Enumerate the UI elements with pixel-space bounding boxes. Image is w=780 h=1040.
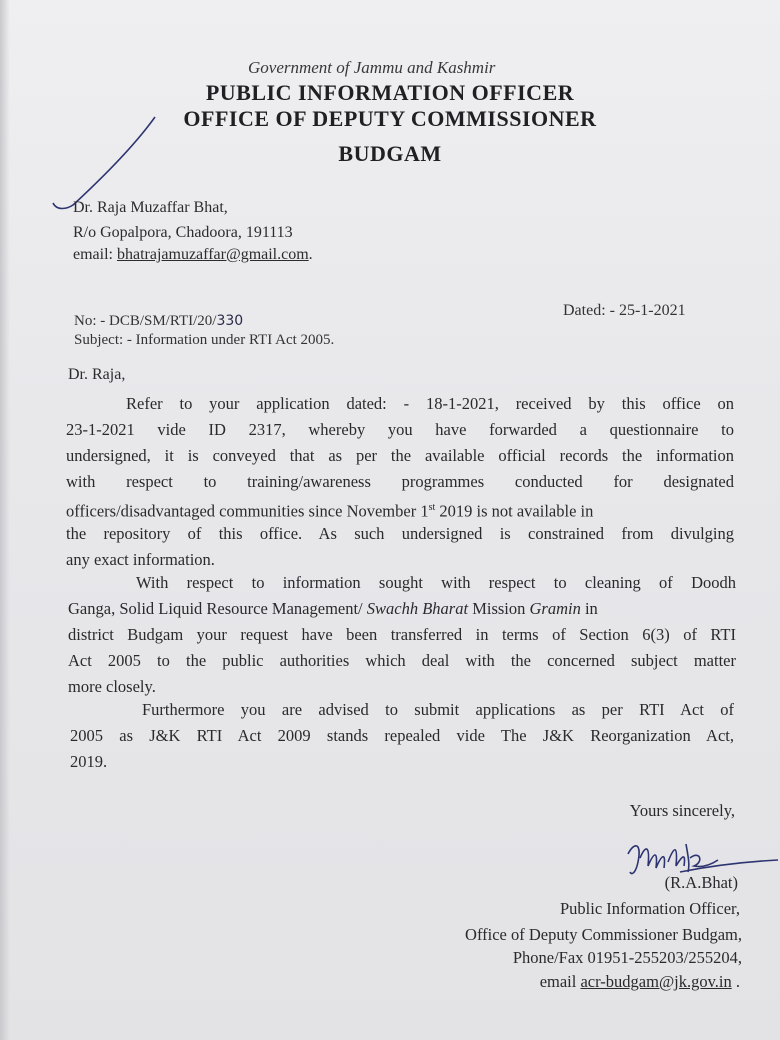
line-text: in	[580, 599, 598, 618]
line-text: 2019 is not available in	[435, 501, 594, 521]
signatory-designation: Public Information Officer,	[559, 899, 740, 918]
superscript: st	[428, 502, 436, 513]
italic-text: Gramin	[529, 599, 581, 618]
signatory-name: (R.A.Bhat)	[664, 873, 738, 892]
letter-date: Dated: - 25-1-2021	[563, 302, 686, 319]
government-title: Government of Jammu and Kashmir	[248, 58, 496, 77]
body-paragraph-3	[70, 697, 734, 775]
recipient-email-row	[73, 246, 313, 264]
paragraph-line: Act 2005 to the public authorities which deal with the concerned subject matter	[68, 651, 736, 670]
recipient-email-link[interactable]: bhatrajamuzaffar@gmail.com	[116, 246, 309, 263]
line-text: Ganga, Solid Liquid Resource Management/	[68, 599, 367, 618]
reference-number	[74, 313, 243, 330]
italic-text: Swachh Bharat	[366, 599, 469, 618]
paragraph-line: any exact information.	[66, 550, 215, 569]
paragraph-line: 2019.	[70, 752, 108, 771]
line-text: Mission	[468, 599, 530, 618]
line-text: officers/disadvantaged communities since November 1	[66, 501, 429, 521]
paragraph-line: Refer to your application dated: - 18-1-2021, received by this office on	[126, 394, 734, 413]
paragraph-line: With respect to information sought with respect to cleaning of Doodh	[136, 573, 736, 592]
body-paragraph-2	[68, 570, 736, 700]
paragraph-line: the repository of this office. As such undersigned is constrained from divulging	[66, 524, 734, 543]
closing: Yours sincerely,	[629, 801, 735, 820]
paragraph-line: more closely.	[68, 677, 156, 696]
paragraph-line	[68, 596, 736, 622]
recipient-address: R/o Gopalpora, Chadoora, 191113	[73, 224, 293, 241]
paragraph-line: Furthermore you are advised to submit applications as per RTI Act of	[142, 700, 734, 719]
paragraph-line	[66, 495, 734, 521]
paragraph-line: with respect to training/awareness programmes conducted for designated	[66, 472, 734, 491]
signatory-email-suffix: .	[731, 972, 740, 991]
reference-number-prefix: No: - DCB/SM/RTI/20/	[74, 313, 217, 329]
signatory-email-link[interactable]: acr-budgam@jk.gov.in	[580, 972, 732, 991]
reference-number-handwritten: 330	[216, 313, 244, 329]
recipient-name: Dr. Raja Muzaffar Bhat,	[73, 199, 228, 216]
paragraph-line: undersigned, it is conveyed that as per the available official records the information	[66, 446, 734, 465]
office-title-line2: OFFICE OF DEPUTY COMMISSIONER	[183, 106, 597, 131]
signatory-phone: Phone/Fax 01951-255203/255204,	[512, 948, 742, 967]
signatory-office: Office of Deputy Commissioner Budgam,	[465, 925, 742, 944]
signatory-email-row	[540, 972, 740, 992]
letter-subject: Subject: - Information under RTI Act 2005.	[74, 332, 335, 348]
paragraph-line: district Budgam your request have been transferred in terms of Section 6(3) of RTI	[68, 625, 736, 644]
office-title-line3: BUDGAM	[338, 141, 442, 166]
office-title-line1: PUBLIC INFORMATION OFFICER	[205, 80, 575, 105]
salutation: Dr. Raja,	[68, 366, 126, 383]
body-paragraph-1	[66, 391, 734, 573]
recipient-email-suffix: .	[308, 246, 313, 263]
paragraph-line: 2005 as J&K RTI Act 2009 stands repealed vide The J&K Reorganization Act,	[70, 726, 734, 745]
signatory-email-label: email	[539, 972, 577, 991]
recipient-email-label: email:	[73, 246, 113, 263]
paragraph-line: 23-1-2021 vide ID 2317, whereby you have forwarded a questionnaire to	[66, 420, 734, 439]
